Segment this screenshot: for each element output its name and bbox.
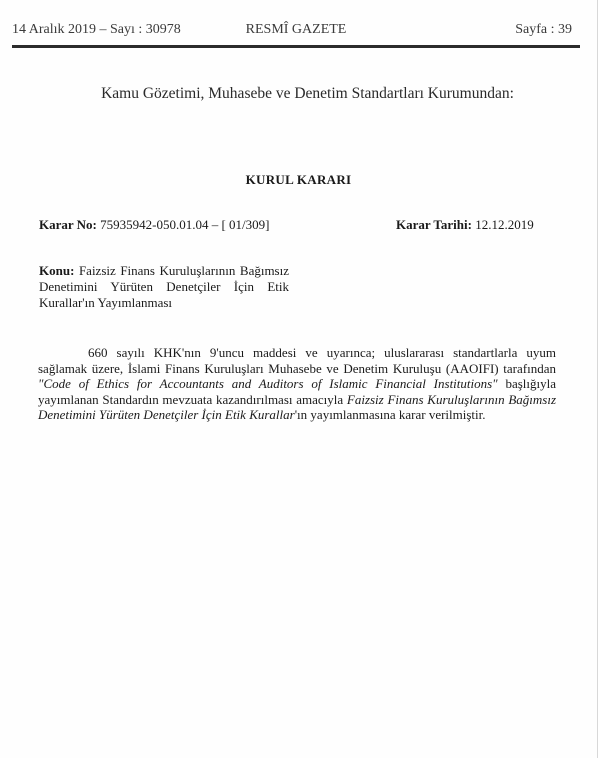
subject-label: Konu: bbox=[39, 263, 75, 278]
decision-date bbox=[396, 217, 534, 233]
institution-name: Kamu Gözetimi, Muhasebe ve Denetim Standartları Kurumundan: bbox=[101, 85, 514, 102]
decision-date-label: Karar Tarihi: bbox=[396, 217, 472, 232]
decision-date-value: 12.12.2019 bbox=[471, 217, 534, 232]
decision-subject bbox=[39, 263, 289, 311]
body-italic-standard-title: "Code of Ethics for Accountants and Auditors of Islamic Financial Institutions" bbox=[38, 376, 498, 391]
decision-number-label: Karar No: bbox=[39, 217, 97, 232]
body-italic-rules-title: Faizsiz Finans Kuruluşlarının Bağımsız Denetimini Yürüten Denetçiler İçin Etik Kurallar bbox=[38, 391, 557, 422]
body-part-1: 660 sayılı KHK'nın 9'uncu maddesi ve uyarınca; uluslararası standartlarla uyum sağlamak üzere, İslami Finans Kuruluşları Muhasebe ve Denetim Kuruluşu (AAOIFI) tarafından bbox=[38, 345, 556, 376]
page-header bbox=[12, 22, 580, 42]
body-part-3: 'ın yayımlanmasına karar verilmiştir. bbox=[294, 407, 486, 422]
decision-number-value: 75935942-050.01.04 – [ 01/309] bbox=[96, 217, 270, 232]
body-part-2: başlığıyla yayımlanan Standardın mevzuata kazandırılması amacıyla bbox=[38, 376, 557, 407]
page-number: Sayfa : 39 bbox=[515, 22, 572, 37]
decision-title: KURUL KARARI bbox=[245, 172, 352, 187]
decision-number bbox=[39, 217, 270, 233]
issue-date-number: 14 Aralık 2019 – Sayı : 30978 bbox=[12, 22, 181, 37]
publication-name: RESMÎ GAZETE bbox=[245, 22, 347, 37]
header-divider bbox=[12, 45, 580, 48]
institution-heading bbox=[0, 85, 597, 103]
decision-body bbox=[38, 345, 556, 423]
subject-text: Faizsiz Finans Kuruluşlarının Bağımsız Denetimini Yürüten Denetçiler İçin Etik Kurallar'ın Yayımlanması bbox=[39, 263, 289, 310]
